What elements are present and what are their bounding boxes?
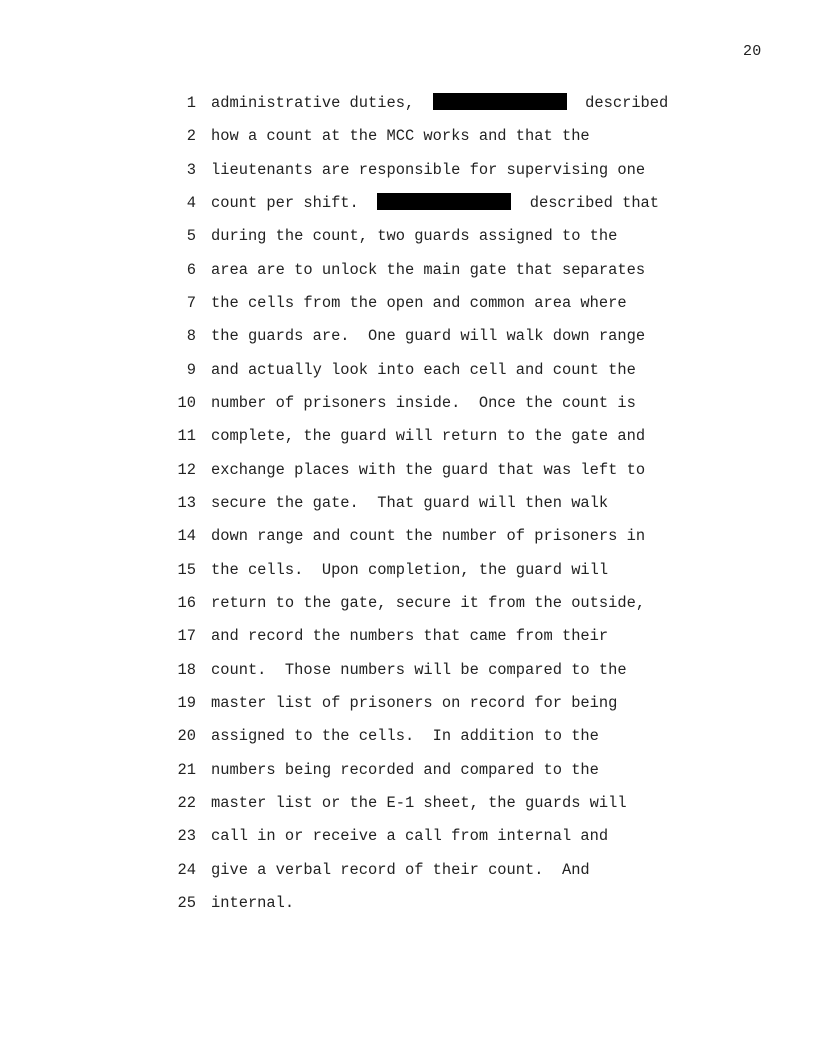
line-number: 1 (186, 94, 196, 112)
line-text-segment: and actually look into each cell and count the (211, 360, 636, 379)
line-text (211, 392, 636, 414)
transcript-line (170, 259, 670, 292)
line-text-segment: the cells. Upon completion, the guard will (211, 560, 609, 579)
transcript-line (170, 559, 670, 592)
transcript-line (170, 159, 670, 192)
line-number: 16 (177, 593, 196, 612)
line-text-segment: numbers being recorded and compared to the (211, 760, 599, 779)
line-number: 6 (186, 260, 196, 279)
line-number: 8 (186, 327, 196, 346)
transcript-line (170, 759, 670, 792)
line-text (211, 825, 608, 847)
line-text-segment: give a verbal record of their count. And (211, 860, 590, 879)
line-text-segment: complete, the guard will return to the gate and (211, 427, 646, 446)
line-text (211, 359, 636, 381)
line-number: 22 (177, 793, 196, 812)
line-text (211, 625, 608, 647)
line-text-segment: lieutenants are responsible for supervising one (211, 160, 646, 179)
transcript-line (170, 859, 670, 892)
line-text-segment: exchange places with the guard that was left to (211, 460, 646, 479)
line-number: 10 (177, 393, 196, 412)
line-number: 19 (177, 693, 196, 712)
line-number: 14 (177, 527, 196, 546)
transcript-line (170, 625, 670, 658)
transcript-line (170, 125, 670, 158)
line-number: 18 (177, 660, 196, 679)
line-text (211, 525, 645, 547)
transcript-line (170, 825, 670, 858)
line-text-segment: and record the numbers that came from their (211, 627, 609, 646)
line-text-segment: the cells from the open and common area where (211, 293, 627, 312)
line-text-segment: described that (511, 193, 660, 212)
line-number: 9 (186, 360, 196, 379)
line-number: 7 (186, 293, 196, 312)
line-text (211, 459, 645, 481)
line-text-segment: administrative duties, (211, 94, 433, 112)
transcript-line (170, 525, 670, 558)
line-text (211, 159, 645, 181)
line-text-segment: master list of prisoners on record for being (211, 693, 618, 712)
line-text (211, 725, 599, 747)
line-text (211, 325, 645, 347)
line-number: 11 (177, 427, 196, 446)
transcript-line (170, 192, 670, 225)
transcript-line (170, 659, 670, 692)
line-text-segment: secure the gate. That guard will then walk (211, 493, 609, 512)
transcript-line (170, 225, 670, 258)
line-text (211, 125, 590, 147)
transcript-line (170, 592, 670, 625)
line-text-segment: how a count at the MCC works and that the (211, 127, 590, 146)
line-text-segment: down range and count the number of prisoners in (211, 527, 646, 546)
transcript-line (170, 359, 670, 392)
transcript-line (170, 692, 670, 725)
line-text (211, 559, 608, 581)
transcript-line (170, 792, 670, 825)
line-text (211, 259, 645, 281)
transcript-line (170, 492, 670, 525)
line-text (211, 592, 645, 614)
line-number: 2 (186, 127, 196, 146)
line-text-segment: described (566, 94, 669, 112)
line-text (211, 292, 627, 314)
line-text (211, 892, 294, 914)
line-text-segment: count. Those numbers will be compared to the (211, 660, 627, 679)
line-number: 17 (177, 627, 196, 646)
line-text-segment: the guards are. One guard will walk down range (211, 327, 646, 346)
transcript-body (170, 92, 670, 925)
transcript-line (170, 325, 670, 358)
transcript-line (170, 292, 670, 325)
line-text-segment: during the count, two guards assigned to the (211, 227, 618, 246)
line-number: 12 (177, 460, 196, 479)
line-number: 15 (177, 560, 196, 579)
line-text-segment: area are to unlock the main gate that separates (211, 260, 646, 279)
redaction-block (377, 193, 511, 210)
line-text (211, 425, 645, 447)
line-text (211, 792, 627, 814)
line-text (211, 759, 599, 781)
line-number: 25 (177, 893, 196, 912)
line-number: 13 (177, 493, 196, 512)
line-text (211, 692, 617, 714)
line-text-segment: master list or the E-1 sheet, the guards will (211, 793, 627, 812)
line-text-segment: return to the gate, secure it from the outside, (211, 593, 646, 612)
line-text-segment: call in or receive a call from internal and (211, 827, 609, 846)
line-text-segment: count per shift. (211, 193, 378, 212)
transcript-line (170, 725, 670, 758)
line-number: 21 (177, 760, 196, 779)
transcript-line (170, 425, 670, 458)
line-text (211, 859, 590, 881)
transcript-line (170, 459, 670, 492)
transcript-line (170, 892, 670, 925)
line-text (211, 492, 608, 514)
redaction-block (433, 93, 567, 110)
line-text (211, 225, 617, 247)
line-number: 20 (177, 727, 196, 746)
line-text-segment: number of prisoners inside. Once the count is (211, 393, 636, 412)
transcript-line (170, 92, 670, 125)
line-number: 24 (177, 860, 196, 879)
transcript-line (170, 392, 670, 425)
line-text-segment: internal. (211, 893, 295, 912)
line-number: 4 (186, 193, 196, 212)
line-text-segment: assigned to the cells. In addition to the (211, 727, 599, 746)
line-text (211, 92, 668, 114)
line-number: 5 (186, 227, 196, 246)
line-number: 23 (177, 827, 196, 846)
line-text (211, 659, 627, 681)
page-number: 20 (743, 43, 762, 60)
line-number: 3 (186, 160, 196, 179)
line-text (211, 192, 659, 214)
